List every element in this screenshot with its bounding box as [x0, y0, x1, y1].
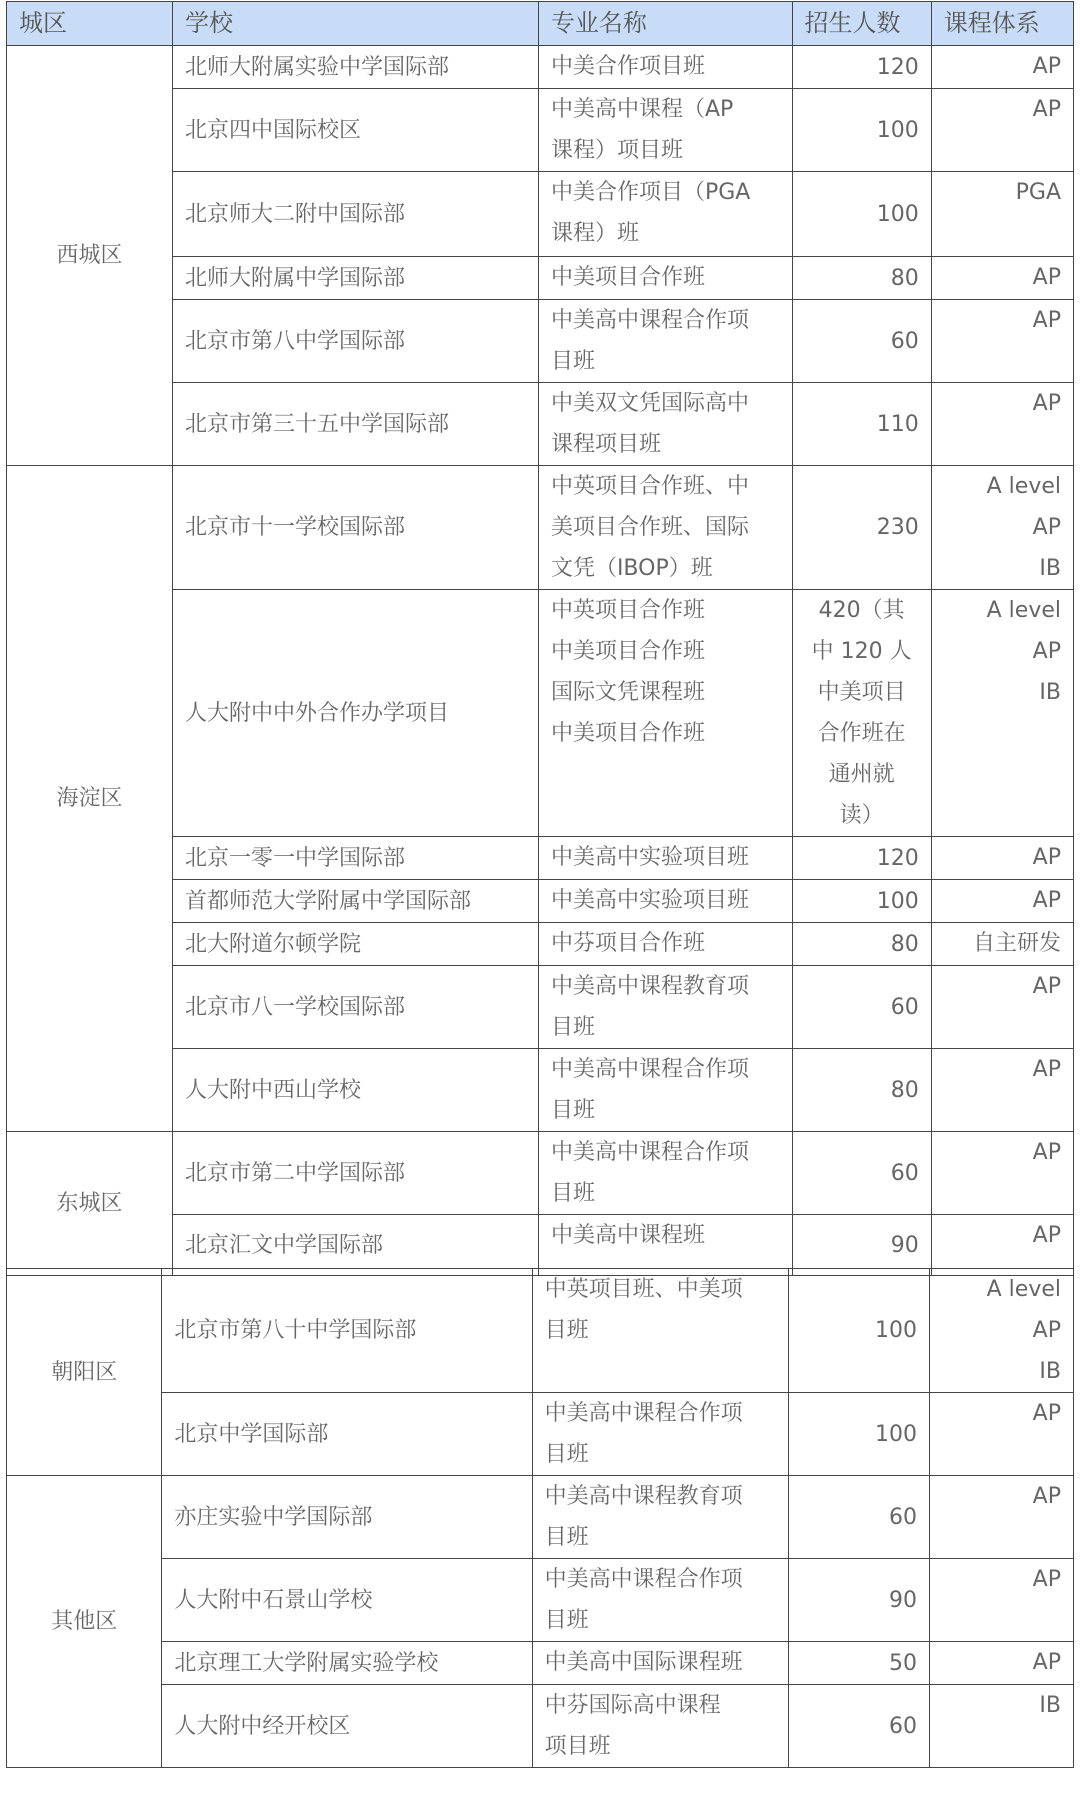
program-cell-line: 中美高中课程合作项	[550, 1057, 749, 1082]
curriculum-cell	[931, 1132, 1073, 1215]
district-cell: 朝阳区	[7, 1269, 162, 1476]
enrollment-cell-line: 中美项目	[817, 680, 906, 705]
program-cell	[538, 383, 792, 466]
enrollment-cell-line: 100	[876, 201, 919, 227]
enrollment-cell-line: 120	[876, 845, 919, 871]
program-cell-line: 中美项目合作班	[550, 721, 705, 746]
enrollment-cell	[789, 1642, 930, 1685]
curriculum-cell-line: AP	[1032, 97, 1061, 122]
enrollment-cell-line: 120	[876, 54, 919, 80]
district-cell: 海淀区	[7, 466, 173, 1132]
header-program: 专业名称	[538, 2, 792, 46]
program-cell	[538, 590, 792, 837]
enrollment-cell-line: 420（其	[818, 598, 905, 623]
program-cell-line: 中美高中课程（AP	[550, 97, 734, 122]
program-cell-line: 中美高中课程教育项	[550, 974, 749, 999]
enrollment-cell	[792, 923, 931, 966]
program-cell-line: 中美高中国际课程班	[544, 1650, 743, 1675]
district-cell: 其他区	[7, 1476, 162, 1768]
curriculum-cell-line: AP	[1032, 974, 1061, 999]
school-cell: 北师大附属实验中学国际部	[172, 46, 538, 89]
program-cell	[538, 300, 792, 383]
enrollment-cell-line: 100	[875, 1318, 918, 1343]
school-cell: 北大附道尔顿学院	[172, 923, 538, 966]
curriculum-cell	[930, 1269, 1074, 1393]
table-header-row	[7, 2, 1074, 46]
enrollment-cell-line: 90	[890, 1232, 919, 1258]
enrollment-cell-line: 100	[876, 117, 919, 143]
program-cell-line: 中英项目合作班、中	[550, 474, 749, 499]
program-cell-line: 课程项目班	[550, 432, 661, 457]
curriculum-cell-line: IB	[1039, 680, 1061, 705]
header-curriculum: 课程体系	[931, 2, 1073, 46]
curriculum-cell	[931, 923, 1073, 966]
curriculum-cell-line: AP	[1032, 1567, 1061, 1592]
enrollment-cell	[789, 1685, 930, 1768]
school-cell: 人大附中西山学校	[172, 1049, 538, 1132]
enrollment-cell-line: 80	[890, 265, 919, 291]
curriculum-cell-line: AP	[1032, 391, 1061, 416]
curriculum-cell-line: AP	[1032, 54, 1061, 79]
program-cell-line: 目班	[544, 1318, 589, 1343]
program-cell-line: 国际文凭课程班	[550, 680, 705, 705]
school-cell: 北京市八一学校国际部	[172, 966, 538, 1049]
enrollment-cell-line: 60	[890, 1160, 919, 1186]
program-cell	[538, 880, 792, 923]
table-row	[7, 1642, 1074, 1685]
enrollment-cell-line: 100	[875, 1421, 918, 1447]
program-cell-line: 中美高中课程合作项	[544, 1401, 743, 1426]
enrollment-cell-line: 230	[876, 515, 919, 540]
curriculum-cell-line: A level	[986, 1277, 1061, 1302]
curriculum-cell-line: AP	[1032, 888, 1061, 913]
enrollment-cell-line: 50	[889, 1650, 918, 1676]
enrollment-cell	[792, 966, 931, 1049]
curriculum-cell-line: AP	[1032, 1484, 1061, 1509]
enrollment-cell-line: 中 120 人	[811, 639, 912, 664]
enrollment-cell	[789, 1559, 930, 1642]
enrollment-cell-line: 60	[889, 1713, 918, 1739]
district-cell: 西城区	[7, 46, 173, 466]
program-cell	[538, 923, 792, 966]
curriculum-cell-line: AP	[1032, 1401, 1061, 1426]
program-cell	[532, 1269, 789, 1393]
table-row	[7, 1132, 1074, 1215]
header-school: 学校	[172, 2, 538, 46]
program-cell-line: 中美高中课程教育项	[544, 1484, 743, 1509]
curriculum-cell-line: PGA	[1015, 180, 1061, 205]
schools-table-part2	[6, 1268, 1074, 1768]
enrollment-cell	[792, 590, 931, 837]
program-cell-line: 中芬项目合作班	[550, 931, 705, 956]
enrollment-cell	[792, 257, 931, 300]
school-cell: 北京市第二中学国际部	[172, 1132, 538, 1215]
enrollment-cell-line: 80	[890, 1077, 919, 1103]
table-row	[7, 1393, 1074, 1476]
curriculum-cell-line: IB	[1039, 1693, 1061, 1718]
curriculum-cell	[931, 590, 1073, 837]
curriculum-cell-line: AP	[1032, 515, 1061, 540]
curriculum-cell	[930, 1559, 1074, 1642]
enrollment-cell	[792, 172, 931, 257]
curriculum-cell	[931, 837, 1073, 880]
program-cell-line: 中英项目合作班	[550, 598, 705, 623]
school-cell: 首都师范大学附属中学国际部	[172, 880, 538, 923]
curriculum-cell-line: AP	[1032, 308, 1061, 333]
enrollment-cell-line: 80	[890, 931, 919, 957]
curriculum-cell-line: AP	[1032, 639, 1061, 664]
program-cell	[532, 1559, 789, 1642]
program-cell-line: 中美高中课程合作项	[550, 308, 749, 333]
curriculum-cell-line: IB	[1039, 1359, 1061, 1384]
school-cell: 北京市十一学校国际部	[172, 466, 538, 590]
curriculum-cell-line: IB	[1039, 556, 1061, 581]
curriculum-cell-line: AP	[1032, 1057, 1061, 1082]
enrollment-cell-line: 60	[890, 994, 919, 1020]
program-cell	[532, 1685, 789, 1768]
enrollment-cell	[792, 1132, 931, 1215]
table-row	[7, 1559, 1074, 1642]
curriculum-cell	[931, 89, 1073, 172]
enrollment-cell	[792, 837, 931, 880]
program-cell-line: 中美项目合作班	[550, 265, 705, 290]
school-cell: 北京四中国际校区	[172, 89, 538, 172]
enrollment-cell	[789, 1476, 930, 1559]
program-cell-line: 中美高中实验项目班	[550, 845, 749, 870]
enrollment-cell	[792, 46, 931, 89]
school-cell: 北京一零一中学国际部	[172, 837, 538, 880]
program-cell	[532, 1642, 789, 1685]
program-cell	[538, 466, 792, 590]
enrollment-cell-line: 通州就	[828, 762, 895, 787]
curriculum-cell-line: A level	[986, 598, 1061, 623]
program-cell-line: 美项目合作班、国际	[550, 515, 749, 540]
program-cell-line: 中美合作项目班	[550, 54, 705, 79]
program-cell-line: 目班	[550, 1098, 595, 1123]
school-cell: 北京市第八中学国际部	[172, 300, 538, 383]
school-cell: 亦庄实验中学国际部	[162, 1476, 532, 1559]
curriculum-cell	[931, 1215, 1073, 1276]
program-cell-line: 目班	[544, 1525, 589, 1550]
program-cell-line: 中美高中实验项目班	[550, 888, 749, 913]
table-body	[7, 1269, 1074, 1768]
program-cell	[538, 89, 792, 172]
curriculum-cell-line: AP	[1032, 1650, 1061, 1675]
program-cell	[538, 966, 792, 1049]
program-cell	[538, 1215, 792, 1276]
program-cell-line: 中美合作项目（PGA	[550, 180, 751, 205]
program-cell-line: 文凭（IBOP）班	[550, 556, 713, 581]
enrollment-cell-line: 读）	[839, 803, 884, 828]
table-row	[7, 1269, 1074, 1393]
curriculum-cell	[931, 172, 1073, 257]
program-cell-line: 目班	[550, 1015, 595, 1040]
school-cell: 北京师大二附中国际部	[172, 172, 538, 257]
enrollment-cell-line: 110	[876, 411, 919, 437]
curriculum-cell	[930, 1685, 1074, 1768]
program-cell-line: 课程）项目班	[550, 138, 683, 163]
table-row	[7, 466, 1074, 590]
enrollment-cell	[792, 466, 931, 590]
district-cell: 东城区	[7, 1132, 173, 1276]
school-cell: 北京理工大学附属实验学校	[162, 1642, 532, 1685]
program-cell-line: 中美高中课程合作项	[544, 1567, 743, 1592]
curriculum-cell	[931, 300, 1073, 383]
curriculum-cell-line: A level	[986, 474, 1061, 499]
curriculum-cell	[931, 257, 1073, 300]
curriculum-cell	[931, 466, 1073, 590]
enrollment-cell-line: 60	[889, 1504, 918, 1530]
curriculum-cell-line: AP	[1032, 845, 1061, 870]
schools-table-part1	[6, 1, 1074, 1276]
enrollment-cell-line: 60	[890, 328, 919, 354]
enrollment-cell-line: 合作班在	[817, 721, 906, 746]
school-cell: 北京市第八十中学国际部	[162, 1269, 532, 1393]
program-cell-line: 中芬国际高中课程	[544, 1693, 721, 1718]
curriculum-cell	[930, 1393, 1074, 1476]
enrollment-cell	[792, 880, 931, 923]
program-cell	[532, 1393, 789, 1476]
school-cell: 北京汇文中学国际部	[172, 1215, 538, 1276]
program-cell-line: 中英项目班、中美项	[544, 1277, 743, 1302]
curriculum-cell	[931, 966, 1073, 1049]
program-cell	[538, 1049, 792, 1132]
enrollment-cell	[789, 1393, 930, 1476]
enrollment-cell	[792, 1215, 931, 1276]
table-row	[7, 1476, 1074, 1559]
curriculum-cell	[931, 46, 1073, 89]
program-cell	[532, 1476, 789, 1559]
curriculum-cell-line: AP	[1032, 1223, 1061, 1248]
enrollment-cell-line: 100	[876, 888, 919, 914]
program-cell-line: 目班	[544, 1442, 589, 1467]
program-cell	[538, 1132, 792, 1215]
program-cell	[538, 46, 792, 89]
header-enrollment: 招生人数	[792, 2, 931, 46]
program-cell-line: 中美双文凭国际高中	[550, 391, 749, 416]
program-cell-line: 课程）班	[550, 221, 639, 246]
curriculum-cell-line: AP	[1032, 1140, 1061, 1165]
table-row	[7, 46, 1074, 89]
enrollment-cell	[792, 383, 931, 466]
program-cell-line: 中美高中课程合作项	[550, 1140, 749, 1165]
program-cell-line: 目班	[544, 1608, 589, 1633]
school-cell: 人大附中中外合作办学项目	[172, 590, 538, 837]
program-cell-line: 目班	[550, 1181, 595, 1206]
curriculum-cell	[931, 383, 1073, 466]
table-row	[7, 1685, 1074, 1768]
enrollment-cell	[792, 300, 931, 383]
program-cell-line: 中美高中课程班	[550, 1223, 705, 1248]
school-cell: 北京市第三十五中学国际部	[172, 383, 538, 466]
curriculum-cell	[930, 1476, 1074, 1559]
school-cell: 人大附中石景山学校	[162, 1559, 532, 1642]
enrollment-cell-line: 90	[889, 1587, 918, 1613]
program-cell-line: 项目班	[544, 1734, 611, 1759]
enrollment-cell	[792, 1049, 931, 1132]
curriculum-cell-line: AP	[1032, 265, 1061, 290]
school-cell: 北师大附属中学国际部	[172, 257, 538, 300]
curriculum-cell	[931, 1049, 1073, 1132]
curriculum-cell	[930, 1642, 1074, 1685]
program-cell-line: 目班	[550, 349, 595, 374]
curriculum-cell-line: AP	[1032, 1318, 1061, 1343]
header-district: 城区	[7, 2, 173, 46]
curriculum-cell-line: 自主研发	[972, 931, 1061, 956]
enrollment-cell	[789, 1269, 930, 1393]
table-body	[7, 46, 1074, 1276]
program-cell-line: 中美项目合作班	[550, 639, 705, 664]
program-cell	[538, 257, 792, 300]
curriculum-cell	[931, 880, 1073, 923]
program-cell	[538, 172, 792, 257]
enrollment-cell	[792, 89, 931, 172]
school-cell: 人大附中经开校区	[162, 1685, 532, 1768]
school-cell: 北京中学国际部	[162, 1393, 532, 1476]
program-cell	[538, 837, 792, 880]
